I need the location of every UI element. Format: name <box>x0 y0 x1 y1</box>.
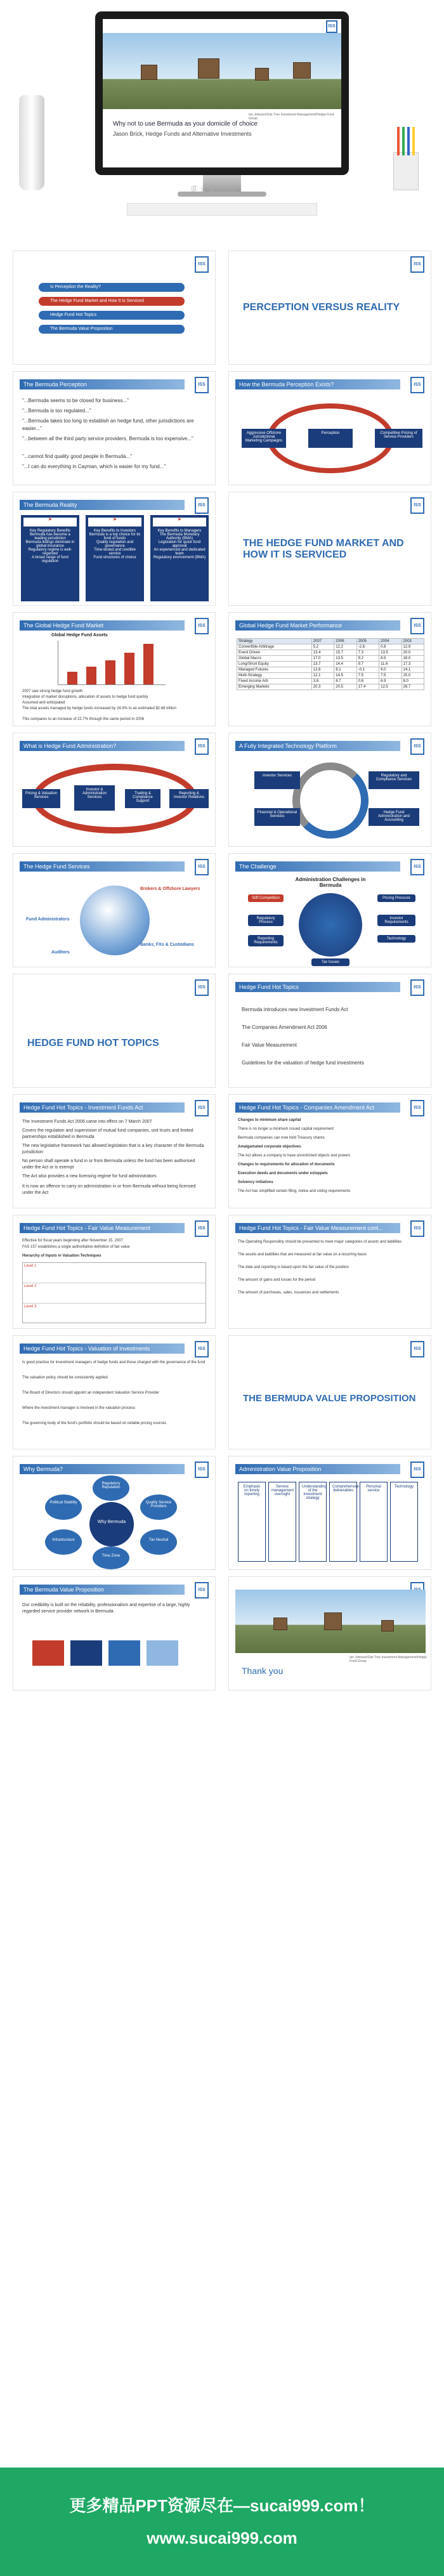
value-column: Comprehensive deliverables <box>329 1482 357 1562</box>
logo-icon: ISS <box>195 859 209 875</box>
value-text: Our credibility is built on the reliability, professionalism and expertise of a large, highly regarded service provider network in Bermuda. <box>22 1603 190 1614</box>
agenda-item: The Hedge Fund Market and How It Is Serviced <box>39 297 185 306</box>
hub-circle: Why Bermuda <box>89 1502 134 1546</box>
slide-header: The Hedge Fund Services <box>20 861 185 872</box>
agenda-item: Hedge Fund Hot Topics <box>39 311 185 320</box>
logo-icon: ISS <box>195 1461 209 1478</box>
cycle-box: Perception <box>308 429 353 448</box>
slide-header: Hedge Fund Hot Topics - Companies Amendment Act <box>235 1102 400 1113</box>
table-row: Managed Futures 12.6 8.1 -0.1 6.0 14.1 <box>237 667 424 673</box>
cycle-box: Aggressive Offshore Jurisdictional Marketing Campaigns <box>242 429 286 448</box>
agenda-item: The Bermuda Value Proposition <box>39 325 185 334</box>
logo-icon: ISS <box>195 377 209 393</box>
slide-header: The Global Hedge Fund Market <box>20 620 185 631</box>
act-line: Amalgamated corporate objectives <box>238 1145 301 1149</box>
quote-line: "...I can do everything in Cayman, which is easier for my fund..." <box>22 464 166 469</box>
chart-bar <box>67 672 77 684</box>
act-line: There is no longer a minimum issued capital requirement <box>238 1127 334 1131</box>
slide-note: Ian Johnson/Oak Tree Investment Management/Hedge Fund Group <box>349 1656 427 1663</box>
act-line: The Act also provides a new licensing regime for fund administrators <box>22 1174 157 1179</box>
slide-fair-value-cont <box>228 1215 431 1329</box>
column-text: Bermuda is a top choice for its fund of funds <box>89 533 141 540</box>
flow-block <box>147 1640 178 1666</box>
column-text: Legislation for quick fund approval <box>158 540 201 548</box>
act-line: Changes to requirements for allocation of documents <box>238 1163 335 1167</box>
column-text: Quality regulation and governance <box>96 540 134 548</box>
cycle-box: Trading & Compliance Support <box>125 789 160 808</box>
quote-line: "...between all the third party service providers, Bermuda is too expensive..." <box>22 436 193 441</box>
slide-bermuda-reality <box>13 492 216 606</box>
value-column: Technology <box>390 1482 418 1562</box>
box-shape <box>273 1618 287 1630</box>
column-text: Regulatory environment (BMA) <box>153 556 206 559</box>
logo-icon: ISS <box>410 618 424 634</box>
bullet: This compares to an increase of 22.7% through the same period in 2006 <box>22 717 145 721</box>
cycle-box: Competitive Pricing of Service Providers <box>375 429 422 448</box>
hero-mockup <box>0 0 444 247</box>
act-line: The new legislative framework has allowed legislation that is a key character of the Bermuda jurisdiction <box>22 1144 204 1154</box>
column-text: Bermuda has become a leading jurisdiction <box>30 533 70 540</box>
topic-item: Fair Value Measurement <box>242 1042 297 1048</box>
slide-value-proposition <box>13 1576 216 1690</box>
challenge-item: Pricing Pressure <box>377 894 415 902</box>
flow-block <box>108 1640 140 1666</box>
box-shape <box>381 1620 394 1631</box>
fv-line: The amount of purchases, sales, issuances and settlements <box>238 1291 339 1295</box>
slide-admin-value <box>228 1456 431 1570</box>
bullet: The total assets managed by hedge funds increased by 24.9% to an estimated $2.68 trillion <box>22 707 176 710</box>
cycle-box: Reporting & Investor Relations <box>169 789 209 808</box>
column-text: Regulatory regime is well-regarded <box>28 548 72 556</box>
slide-header: The Bermuda Perception <box>20 379 185 389</box>
vase-decoration <box>19 95 44 190</box>
why-item: Infrastructure <box>45 1529 82 1555</box>
platform-box: Investor Services <box>254 771 300 789</box>
value-column: Personal service <box>360 1482 388 1562</box>
act-line: The Act has simplified certain filing, notice and voting requirements <box>238 1189 351 1193</box>
slide-market-performance <box>228 612 431 726</box>
chart-bar <box>86 667 96 684</box>
slide-header: A Fully Integrated Technology Platform <box>235 741 400 751</box>
act-line: It is now an offence to carry on administration in or from Bermuda without being licensed under the Act <box>22 1184 196 1195</box>
keyboard <box>127 203 317 216</box>
slide-hot-topics-list <box>228 974 431 1088</box>
reality-column <box>150 515 209 601</box>
value-column: Service management oversight <box>268 1482 296 1562</box>
pencil-icon <box>402 127 405 155</box>
valuation-line: Where the investment manager is involved in the valuation process <box>22 1406 136 1410</box>
logo-icon: ISS <box>195 618 209 634</box>
pencil-icon <box>407 127 410 155</box>
table-row: Multi-Strategy 12.1 14.5 7.5 7.5 15.0 <box>237 673 424 679</box>
reality-column <box>21 515 79 601</box>
chart-bar <box>143 644 153 684</box>
act-line: Solvency initiatives <box>238 1180 273 1184</box>
sphere-graphic <box>80 886 150 955</box>
logo-icon: ISS <box>410 377 424 393</box>
why-item: Political Stability <box>45 1494 82 1520</box>
column-text: Fund structures of choice <box>93 556 136 559</box>
slide-global-market <box>13 612 216 726</box>
fv-line: The Operating Responsibly should be presented to meet major categories of assets and liabilities <box>238 1240 402 1244</box>
slide-header: The Challenge <box>235 861 400 872</box>
logo-icon: ISS <box>410 497 424 514</box>
slide-fair-value <box>13 1215 216 1329</box>
valuation-line: The valuation policy should be consistently applied <box>22 1376 108 1380</box>
reality-column <box>86 515 144 601</box>
slide-companies-act <box>228 1094 431 1208</box>
slide-section-value <box>228 1335 431 1449</box>
valuation-line: The Board of Directors should appoint an independent Valuation Service Provider <box>22 1391 160 1395</box>
column-text: The Bermuda Monetary Authority (BMA) <box>159 533 200 540</box>
challenge-item: Technology <box>377 935 415 943</box>
slide-header: The Bermuda Value Proposition <box>20 1585 185 1595</box>
platform-box: Financial & Operational Services <box>254 808 300 826</box>
slide-investment-funds-act <box>13 1094 216 1208</box>
why-item: Time Zone <box>93 1546 129 1569</box>
table-row: Convertible Arbitrage 5.2 12.2 -2.6 0.8 12.9 <box>237 644 424 650</box>
service-label: Brokers & Offshore Lawyers <box>140 887 200 891</box>
slide-valuation <box>13 1335 216 1449</box>
slide-perception-exists <box>228 371 431 485</box>
topic-item: Guidelines for the valuation of hedge fund investments <box>242 1060 365 1066</box>
challenge-item: Stiff Competition <box>248 894 284 902</box>
table-row: Long/Short Equity 13.7 14.4 9.7 11.6 17.3 <box>237 662 424 667</box>
act-line: Execution deeds and documents under estoppels <box>238 1172 328 1175</box>
service-label: Auditors <box>51 950 70 955</box>
section-title: HEDGE FUND HOT TOPICS <box>27 1038 159 1049</box>
table-row: Fixed Income Arb 3.8 8.7 0.6 6.9 8.0 <box>237 679 424 684</box>
slide-hedge-fund-admin <box>13 733 216 847</box>
logo-icon: ISS <box>410 1100 424 1116</box>
table-row: Global Macro 17.0 13.5 9.2 8.5 18.0 <box>237 656 424 662</box>
slide-why-bermuda <box>13 1456 216 1570</box>
flag-icon: ⚑ <box>88 518 141 526</box>
section-title: THE HEDGE FUND MARKET AND HOW IT IS SERVICED <box>243 538 404 560</box>
box-shape <box>293 62 311 79</box>
platform-box: Hedge Fund Administration and Accounting <box>369 808 419 826</box>
pencil-icon <box>397 127 400 155</box>
slide-header: Hedge Fund Hot Topics - Fair Value Measurement <box>20 1223 185 1233</box>
column-text: Bermuda listings dominate in global insurance <box>25 540 75 548</box>
thanks-text: Thank you <box>242 1666 284 1676</box>
section-title: THE BERMUDA VALUE PROPOSITION <box>243 1393 416 1404</box>
slide-challenge <box>228 853 431 967</box>
service-label: Banks, FXs & Custodians <box>140 943 194 947</box>
challenge-item: Tax Issues <box>311 958 349 966</box>
slide-thank-you <box>228 1576 431 1690</box>
table-row: Emerging Markets 20.3 20.5 17.4 12.5 28.7 <box>237 684 424 690</box>
flow-diagram <box>32 1628 185 1678</box>
logo-icon: ISS <box>410 738 424 755</box>
slide-header: Hedge Fund Hot Topics <box>235 982 400 992</box>
logo-icon: ISS <box>410 256 424 273</box>
monitor-frame <box>95 11 349 175</box>
watermark: 觅元素图库 <box>190 186 238 193</box>
logo-icon: ISS <box>410 859 424 875</box>
level-label: Level 3 <box>24 1305 37 1309</box>
slide-header: Hedge Fund Hot Topics - Fair Value Measurement cont... <box>235 1223 400 1233</box>
level-label: Level 2 <box>23 1283 206 1304</box>
fv-line: The amount of gains and losses for the period <box>238 1278 316 1282</box>
logo-icon: ISS <box>195 1220 209 1237</box>
act-line: Changes to minimum share capital <box>238 1118 301 1122</box>
slide-header: Hedge Fund Hot Topics - Investment Funds Act <box>20 1102 185 1113</box>
service-label: Fund Administrators <box>26 917 70 922</box>
table-row: Event Driven 13.4 15.7 7.3 13.5 20.0 <box>237 650 424 656</box>
screen-author: Jason Brick, Hedge Funds and Alternative Investments <box>113 131 252 137</box>
column-text: Time-tested and credible service <box>94 548 136 556</box>
pencil-cup <box>393 152 419 190</box>
logo-icon: ISS <box>326 20 337 33</box>
logo-icon: ISS <box>195 497 209 514</box>
logo-icon: ISS <box>195 738 209 755</box>
cycle-box: Investor & Administration Services <box>74 785 115 811</box>
column-text: A broad range of fund regulation <box>32 556 69 563</box>
flag-icon: ⚑ <box>23 518 77 526</box>
logo-icon: ISS <box>410 1461 424 1478</box>
value-column: Understanding of the investment strategy <box>299 1482 327 1562</box>
logo-icon: ISS <box>195 979 209 996</box>
column-heading: Key Benefits to Investors <box>93 529 136 533</box>
slide-section-hot-topics <box>13 974 216 1088</box>
slide-header: Why Bermuda? <box>20 1464 185 1474</box>
topic-item: Bermuda introduces new Investment Funds Act <box>242 1007 348 1012</box>
screen-note: Ian Johnson/Oak Tree Investment Management/Hedge Fund Group <box>249 113 334 121</box>
cycle-arrow <box>292 762 369 839</box>
logo-icon: ISS <box>410 1341 424 1357</box>
valuation-line: Is good practice for investment managers of hedge funds and those charged with the governance of the fund <box>22 1361 206 1364</box>
valuation-line: The governing body of the fund's portfolio should be based on reliable pricing sources <box>22 1422 167 1425</box>
bullet: 2007 saw strong hedge fund growth <box>22 690 83 693</box>
blank-area <box>0 1700 444 2468</box>
slide-hedge-fund-services <box>13 853 216 967</box>
chart-title: Global Hedge Fund Assets <box>51 633 108 637</box>
platform-box: Regulatory and Compliance Services <box>369 771 419 789</box>
logo-icon: ISS <box>410 1220 424 1237</box>
slide-section-market <box>228 492 431 606</box>
hierarchy-table <box>22 1262 206 1323</box>
section-title: PERCEPTION VERSUS REALITY <box>243 302 400 313</box>
pencil-icon <box>412 127 415 155</box>
act-line: No person shall operate a fund in or from Bermuda unless the fund has been authorised under the Act or is exempt <box>22 1159 195 1170</box>
level-label: Level 1 <box>23 1263 206 1283</box>
bar-chart <box>58 641 166 685</box>
chart-bar <box>105 660 115 684</box>
box-shape <box>255 68 269 81</box>
box-shape <box>141 65 157 80</box>
slide-header: Administration Value Proposition <box>235 1464 400 1474</box>
table-header: Strategy 2007 2006 2005 2004 2003 <box>237 639 424 644</box>
performance-table <box>237 638 424 690</box>
act-line: Bermuda companies can now hold Treasury shares <box>238 1136 325 1140</box>
column-heading: Key Benefits to Managers <box>157 529 202 533</box>
footer-banner <box>0 2468 444 2576</box>
challenge-item: Reporting Requirements <box>248 935 284 946</box>
logo-icon: ISS <box>195 1582 209 1599</box>
chart-bar <box>124 653 134 684</box>
act-line: The Act allows a company to have unrestricted objects and powers <box>238 1154 351 1158</box>
challenge-title: Administration Challenges in Bermuda <box>295 877 366 888</box>
fv-line: Effective for fiscal years beginning after November 15, 2007 <box>22 1239 123 1243</box>
slide-header: Hedge Fund Hot Topics - Valuation of investments <box>20 1344 185 1354</box>
screen-subtitle: Why not to use Bermuda as your domicile of choice <box>113 121 258 127</box>
quote-line: "...cannot find quality good people in Bermuda..." <box>22 454 132 459</box>
fv-line: Hierarchy of Inputs in Valuation Techniques <box>22 1254 101 1258</box>
slide-technology-platform <box>228 733 431 847</box>
fv-line: The date and reporting is based upon the fair value of the position <box>238 1265 349 1269</box>
slide-perception <box>13 371 216 485</box>
flag-icon: ⚑ <box>153 518 206 526</box>
flow-block <box>32 1640 64 1666</box>
challenge-item: Investor Requirements <box>377 915 415 926</box>
challenge-item: Regulatory Process <box>248 915 284 926</box>
fv-line: FAS 157 establishes a single authoritative definition of fair value <box>22 1245 130 1249</box>
footer-line-1: 更多精品PPT资源尽在—sucai999.com！ <box>69 2496 375 2515</box>
logo-icon: ISS <box>410 979 424 996</box>
title-slide-screen <box>103 19 341 167</box>
hub-circle <box>299 893 362 957</box>
act-line: The Investment Funds Act 2006 came into effect on 7 March 2007 <box>22 1120 152 1124</box>
logo-icon: ISS <box>195 1100 209 1116</box>
column-text: An experienced and dedicated team <box>153 548 206 556</box>
why-item: Tax Neutral <box>140 1529 177 1555</box>
slide-header: Global Hedge Fund Market Performance <box>235 620 400 631</box>
slide-header: What is Hedge Fund Administration? <box>20 741 185 751</box>
cycle-box: Pricing & Valuation Services <box>22 789 60 808</box>
box-shape <box>198 58 219 79</box>
value-column: Emphasis on timely reporting <box>238 1482 266 1562</box>
slide-agenda <box>13 251 216 365</box>
slide-header: How the Bermuda Perception Exists? <box>235 379 400 389</box>
logo-icon: ISS <box>195 256 209 273</box>
why-item: Regulatory Reputation <box>93 1475 129 1501</box>
slide-section-perception <box>228 251 431 365</box>
agenda-item: Is Perception the Reality? <box>39 283 185 292</box>
flow-block <box>70 1640 102 1666</box>
logo-icon: ISS <box>195 1341 209 1357</box>
field-photo <box>235 1590 426 1653</box>
column-heading: Key Regulatory Benefits <box>29 529 71 533</box>
quote-line: "...Bermuda takes too long to establish an hedge fund, other jurisdictions are easier..." <box>22 418 194 431</box>
box-shape <box>324 1612 342 1630</box>
quote-line: "...Bermuda is too regulated..." <box>22 408 91 414</box>
bullet: Integration of market disruptions, allocation of assets to hedge fund quickly <box>22 695 148 699</box>
quote-line: "...Bermuda seems to be closed for business..." <box>22 398 129 403</box>
act-line: Covers the regulation and supervision of mutual fund companies, unit trusts and limited partnerships established in Bermuda <box>22 1128 193 1139</box>
footer-url[interactable]: www.sucai999.com <box>147 2528 297 2547</box>
fv-line: The assets and liabilities that are measured at fair value on a recurring basis <box>238 1253 367 1257</box>
why-item: Quality Service Providers <box>140 1494 177 1520</box>
topic-item: The Companies Amendment Act 2006 <box>242 1024 327 1030</box>
field-photo <box>103 33 341 109</box>
bullet: Assumed and anticipated <box>22 701 65 705</box>
slide-header: The Bermuda Reality <box>20 500 185 510</box>
